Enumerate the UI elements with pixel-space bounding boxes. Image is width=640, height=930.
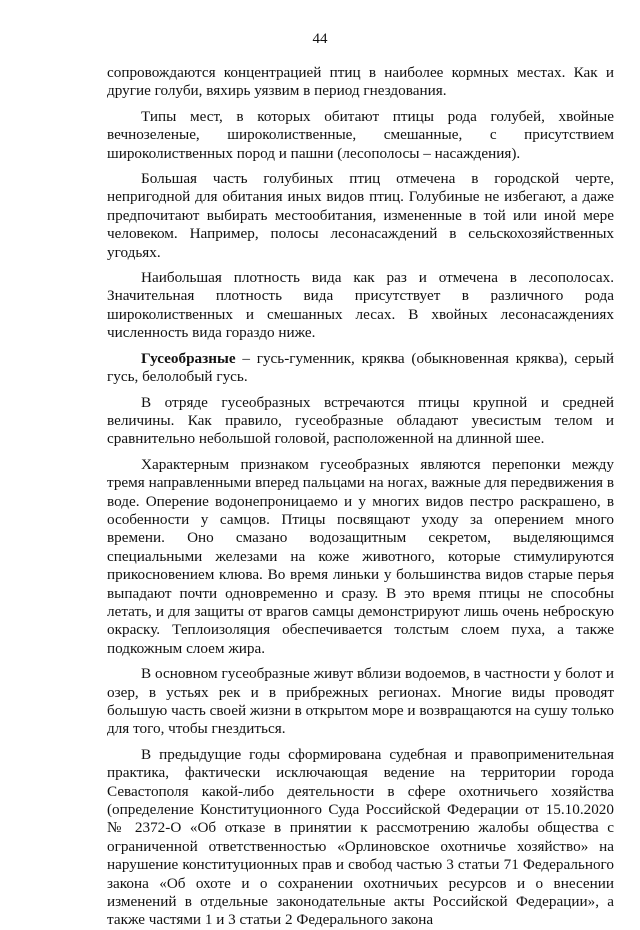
paragraph-legal-practice: В предыдущие годы сформирована судебная и правоприменительная практика, фактически исключающая ведение на территории города Севастополя какой-либо деятельности в сфере охотничьего хозяйства (определение Конституционного Суда Российской Федерации от 15.10.2020 № 2372-О «Об отказе в принятии к рассмотрению жалобы общества с ограниченной ответственностью «Орлиновское охотничье хозяйство» на нарушение конституционных прав и свобод частью 3 статьи 71 Федерального закона «Об охоте и о сохранении охотничьих ресурсов и о внесении изменений в отдельные законодательные акты Российской Федерации», а также частями 1 и 3 статьи 2 Федерального закона [107, 745, 614, 929]
paragraph-urban-distribution: Большая часть голубиных птиц отмечена в городской черте, непригодной для обитания иных видов птиц. Голубиные не избегают, а даже предпочитают выбирать местообитания, измененные в той или иной мере человеком. Например, полосы лесонасаждений в сельскохозяйственных угодьях. [107, 170, 614, 261]
paragraph-anseriformes-habitat: В основном гусеобразные живут вблизи водоемов, в частности у болот и озер, в устьях рек и в прибрежных регионах. Многие виды проводят большую часть своей жизни в открытом море и возвращаются на сушу только для того, чтобы гнездиться. [107, 665, 614, 738]
term-anseriformes: Гусеобразные [141, 349, 236, 367]
paragraph-vyakhir-continuation: сопровождаются концентрацией птиц в наиболее кормных местах. Как и другие голуби, вяхирь уязвим в период гнездования. [107, 64, 614, 100]
paragraph-habitat-types: Типы мест, в которых обитают птицы рода голубей, хвойные вечнозеленые, широколиственные, смешанные, с присутствием широколиственных пород и пашни (лесополосы – насаждения). [107, 107, 614, 162]
page-number: 44 [312, 31, 328, 47]
paragraph-anseriformes-species [107, 350, 614, 387]
anseriformes-species-list: – гусь-гуменник, кряква (обыкновенная кряква), серый гусь, белолобый гусь. [107, 349, 614, 386]
document-body [107, 64, 614, 930]
paragraph-density: Наибольшая плотность вида как раз и отмечена в лесополосах. Значительная плотность вида присутствует в различного рода широколиственных и смешанных лесах. В хвойных лесонасаждениях численность вида гораздо ниже. [107, 269, 614, 342]
paragraph-anseriformes-size: В отряде гусеобразных встречаются птицы крупной и средней величины. Как правило, гусеобразные обладают увесистым телом и сравнительно небольшой головой, расположенной на длинной шее. [107, 393, 614, 448]
paragraph-anseriformes-features: Характерным признаком гусеобразных являются перепонки между тремя направленными вперед пальцами на ногах, важные для передвижения в воде. Оперение водонепроницаемо и у многих видов пестро раскрашено, в особенности у самцов. Птицы посвящают уходу за оперением много времени. Оно смазано водозащитным секретом, выделяющимся специальными железами на коже животного, которые стимулируются прикосновением клюва. Во время линьки у большинства видов старые перья выпадают почти одновременно и сразу. В это время птицы не способны летать, и для защиты от врагов самцы демонстрируют лишь очень неброскую окраску. Теплоизоляция обеспечивается толстым слоем пуха, а также подкожным слоем жира. [107, 455, 614, 657]
